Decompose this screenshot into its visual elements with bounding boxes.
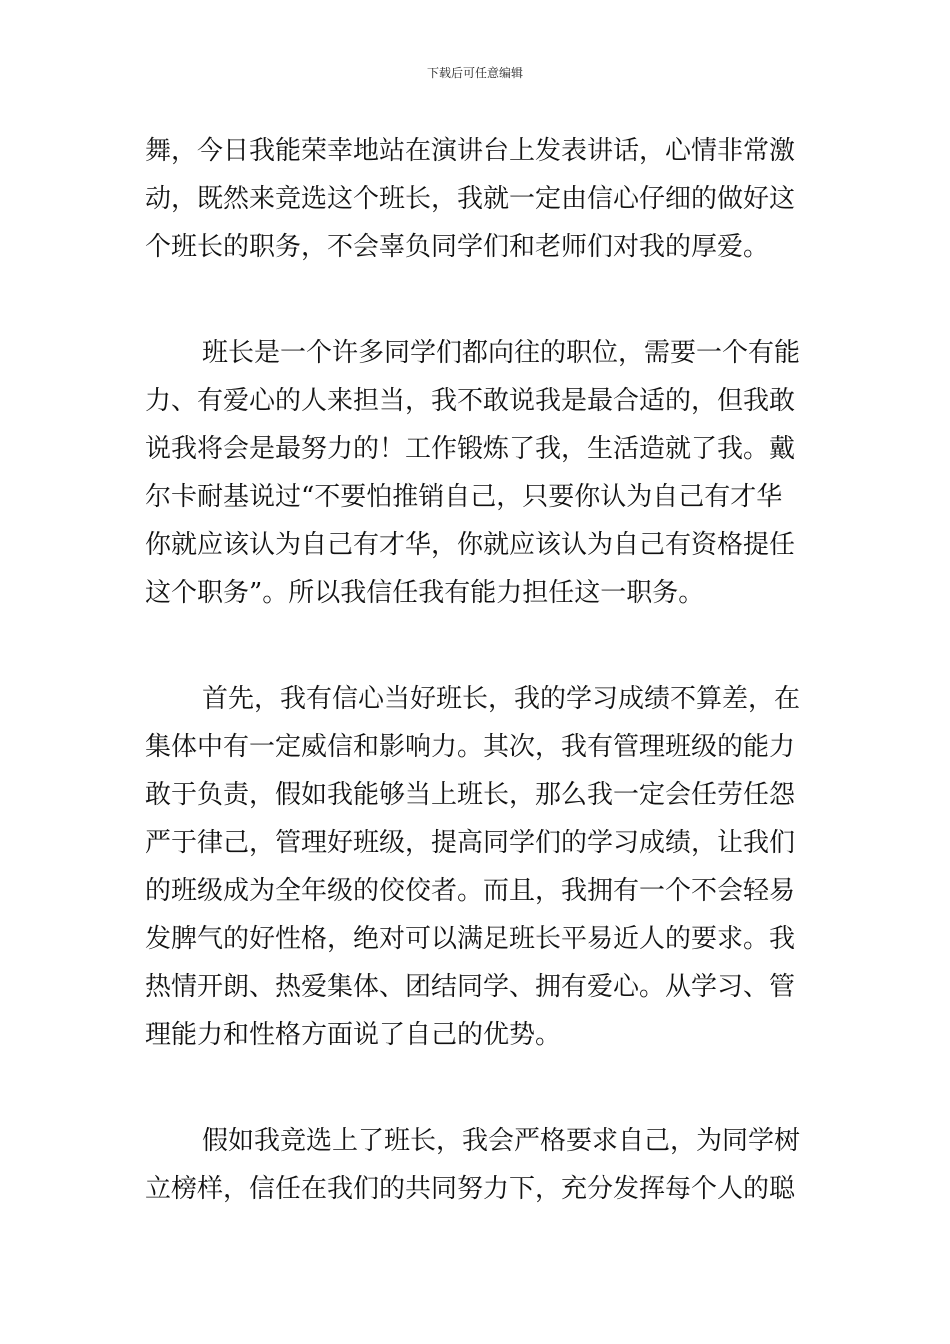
paragraph-line: 立榜样，信任在我们的共同努力下，充分发挥每个人的聪 <box>145 1174 796 1204</box>
paragraph-3 <box>145 675 811 1059</box>
paragraph-line: 个班长的职务，不会辜负同学们和老师们对我的厚爱。 <box>145 232 770 262</box>
paragraph-line: 尔卡耐基说过“不要怕推销自己，只要你认为自己有才华 <box>145 482 783 512</box>
paragraph-4 <box>145 1117 811 1213</box>
paragraph-line: 理能力和性格方面说了自己的优势。 <box>145 1020 562 1050</box>
paragraph-line: 集体中有一定威信和影响力。其次，我有管理班级的能力 <box>145 732 796 762</box>
paragraph-gap <box>145 617 811 675</box>
paragraph-line: 说我将会是最努力的！工作锻炼了我，生活造就了我。戴 <box>145 434 796 464</box>
paragraph-line: 动，既然来竞选这个班长，我就一定由信心仔细的做好这 <box>145 184 796 214</box>
paragraph-line: 敢于负责，假如我能够当上班长，那么我一定会任劳任怨 <box>145 780 796 810</box>
paragraph-line: 严于律己，管理好班级，提高同学们的学习成绩，让我们 <box>145 828 796 858</box>
paragraph-line: 力、有爱心的人来担当，我不敢说我是最合适的，但我敢 <box>145 386 796 416</box>
paragraph-gap <box>145 1059 811 1117</box>
paragraph-1 <box>145 127 811 271</box>
paragraph-line: 的班级成为全年级的佼佼者。而且，我拥有一个不会轻易 <box>145 876 796 906</box>
paragraph-line: 热情开朗、热爱集体、团结同学、拥有爱心。从学习、管 <box>145 972 796 1002</box>
document-body <box>145 127 811 1213</box>
paragraph-2 <box>145 329 811 617</box>
paragraph-line: 首先，我有信心当好班长，我的学习成绩不算差，在 <box>202 684 801 714</box>
paragraph-line: 班长是一个许多同学们都向往的职位，需要一个有能 <box>202 338 801 368</box>
paragraph-line: 这个职务”。所以我信任我有能力担任这一职务。 <box>145 578 705 608</box>
page-header: 下载后可任意编辑 <box>426 66 523 80</box>
paragraph-gap <box>145 271 811 329</box>
paragraph-line: 假如我竞选上了班长，我会严格要求自己，为同学树 <box>202 1126 801 1156</box>
paragraph-line: 你就应该认为自己有才华，你就应该认为自己有资格提任 <box>145 530 796 560</box>
paragraph-line: 舞，今日我能荣幸地站在演讲台上发表讲话，心情非常激 <box>145 136 796 166</box>
paragraph-line: 发脾气的好性格，绝对可以满足班长平易近人的要求。我 <box>145 924 796 954</box>
